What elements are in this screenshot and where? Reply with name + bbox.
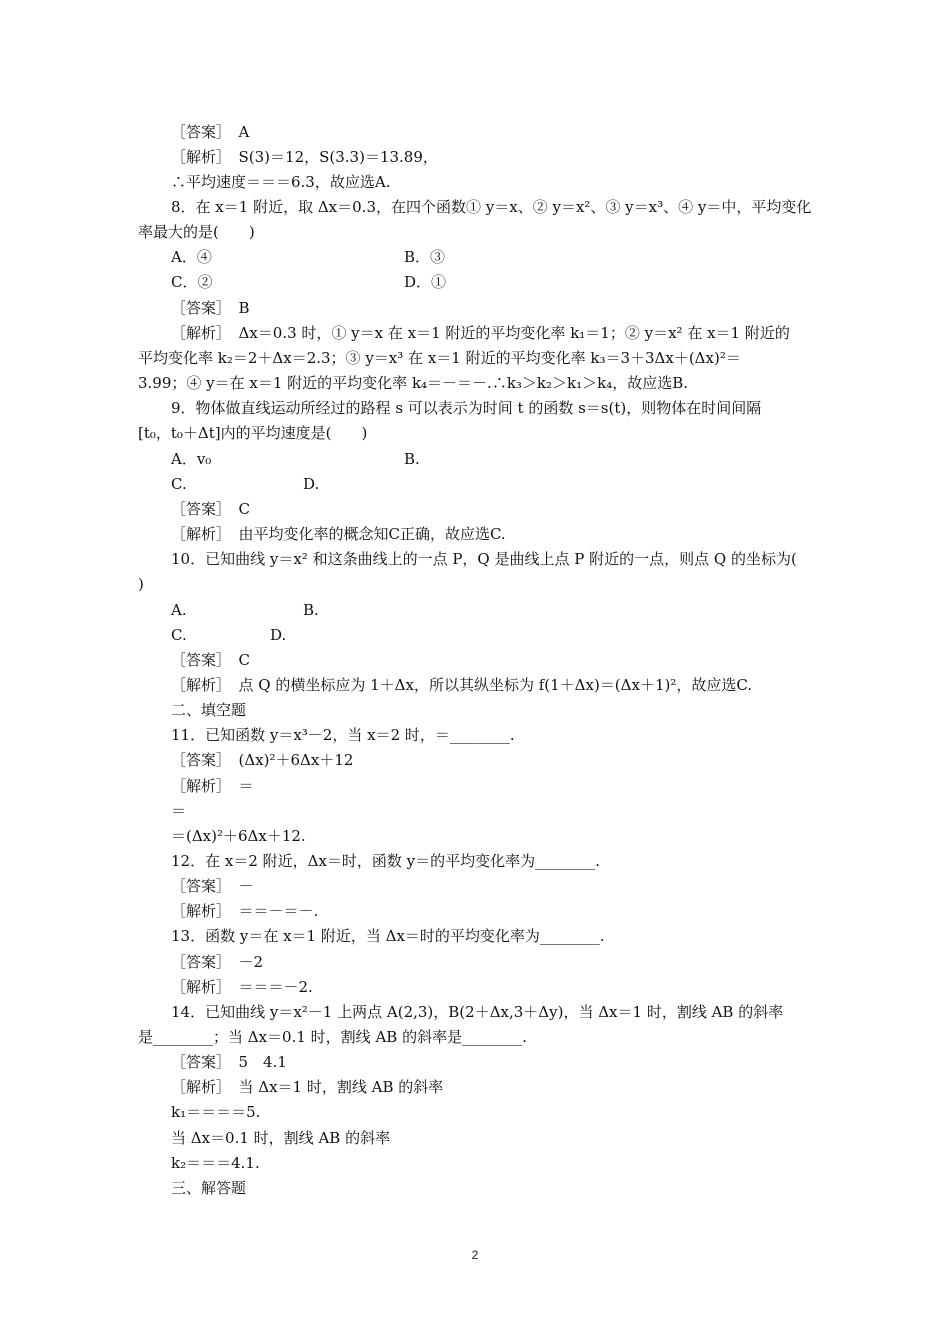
line-text: ［答案］ － (171, 877, 254, 895)
text-line (0, 1025, 950, 1050)
line-text: 11．已知函数 y＝x³－2，当 x＝2 时，＝________. (171, 726, 515, 744)
line-text: ［答案］ C (171, 651, 250, 669)
line-text: 二、填空题 (171, 701, 247, 719)
question-line (0, 924, 950, 949)
line-text: ［解析］ 点 Q 的横坐标应为 1＋Δx，所以其纵坐标为 f(1＋Δx)＝(Δx＋1)²，故应选C. (171, 676, 753, 694)
page-number: 2 (471, 1248, 479, 1262)
line-text: 10．已知曲线 y＝x² 和这条曲线上的一点 P，Q 是曲线上点 P 附近的一点，则点 Q 的坐标为( (171, 550, 797, 568)
line-text: 率最大的是( ) (138, 223, 255, 241)
text-line (0, 748, 950, 773)
line-text: ［解析］ 当 Δx＝1 时，割线 AB 的斜率 (171, 1078, 444, 1096)
line-text: ［答案］ －2 (171, 953, 264, 971)
option-row (0, 623, 950, 648)
line-text: ［解析］ ＝＝＝－2. (171, 978, 313, 996)
text-line (0, 321, 950, 346)
line-text: 是________；当 Δx＝0.1 时，割线 AB 的斜率是________. (138, 1028, 527, 1046)
text-line (0, 975, 950, 1000)
text-line (0, 673, 950, 698)
section-heading (0, 698, 950, 723)
line-text: ［解析］ 由平均变化率的概念知C正确，故应选C. (171, 525, 506, 543)
text-line (0, 421, 950, 446)
option-row (0, 245, 950, 270)
option-b: B．③ (404, 248, 446, 266)
text-line (0, 1100, 950, 1125)
text-line (0, 799, 950, 824)
option-a: A．v₀ (171, 450, 212, 468)
line-text: 12．在 x＝2 附近，Δx＝时，函数 y＝的平均变化率为________. (171, 852, 600, 870)
line-text: ［答案］ C (171, 500, 250, 518)
text-line (0, 824, 950, 849)
line-text: ［解析］ ＝＝－＝－. (171, 902, 319, 920)
line-text: ［答案］ A (171, 123, 250, 141)
question-line (0, 396, 950, 421)
option-d: D. (270, 626, 287, 644)
option-row (0, 270, 950, 295)
question-line (0, 849, 950, 874)
option-a: A. (171, 601, 187, 619)
question-line (0, 1000, 950, 1025)
line-text: 三、解答题 (171, 1179, 247, 1197)
option-row (0, 447, 950, 472)
text-line (0, 346, 950, 371)
line-text: k₂＝＝＝4.1. (171, 1154, 260, 1172)
line-text: ＝(Δx)²＋6Δx＋12. (171, 827, 306, 845)
line-text: ［答案］ B (171, 299, 250, 317)
line-text: ＝ (171, 802, 187, 820)
line-text: k₁＝＝＝＝5. (171, 1103, 261, 1121)
text-line (0, 1075, 950, 1100)
text-line (0, 220, 950, 245)
text-line (0, 522, 950, 547)
option-b: B. (303, 601, 319, 619)
line-text: 当 Δx＝0.1 时，割线 AB 的斜率 (171, 1129, 391, 1147)
line-text: 平均变化率 k₂＝2＋Δx＝2.3；③ y＝x³ 在 x＝1 附近的平均变化率 k₃＝3＋3Δx＋(Δx)²＝ (138, 349, 741, 367)
section-heading (0, 1176, 950, 1201)
line-text: ∴平均速度＝＝＝6.3，故应选A. (171, 173, 391, 191)
line-text: ) (138, 575, 144, 593)
text-line (0, 296, 950, 321)
text-line (0, 774, 950, 799)
line-text: ［解析］ ＝ (171, 777, 254, 795)
line-text: 13．函数 y＝在 x＝1 附近，当 Δx＝时的平均变化率为________. (171, 927, 605, 945)
question-line (0, 547, 950, 572)
question-line (0, 195, 950, 220)
text-line (0, 145, 950, 170)
text-line (0, 572, 950, 597)
line-text: ［答案］ 5 4.1 (171, 1053, 287, 1071)
option-d: D. (303, 475, 320, 493)
text-line (0, 899, 950, 924)
option-b: B. (404, 450, 420, 468)
text-line (0, 371, 950, 396)
line-text: [t₀，t₀＋Δt]内的平均速度是( ) (138, 424, 368, 442)
line-text: ［答案］ (Δx)²＋6Δx＋12 (171, 751, 354, 769)
text-line (0, 120, 950, 145)
text-line (0, 497, 950, 522)
line-text: 8．在 x＝1 附近，取 Δx＝0.3，在四个函数① y＝x、② y＝x²、③ y＝x³、④ y＝中，平均变化 (171, 198, 812, 216)
option-row (0, 472, 950, 497)
line-text: ［解析］ S(3)＝12，S(3.3)＝13.89， (171, 148, 438, 166)
line-text: 14．已知曲线 y＝x²－1 上两点 A(2,3)，B(2＋Δx,3＋Δy)，当 Δx＝1 时，割线 AB 的斜率 (171, 1003, 784, 1021)
text-line (0, 648, 950, 673)
text-line (0, 950, 950, 975)
text-line (0, 1126, 950, 1151)
line-text: 3.99；④ y＝在 x＝1 附近的平均变化率 k₄＝－＝－.∴k₃＞k₂＞k₁＞k₄，故应选B. (138, 374, 689, 392)
line-text: ［解析］ Δx＝0.3 时，① y＝x 在 x＝1 附近的平均变化率 k₁＝1；② y＝x² 在 x＝1 附近的 (171, 324, 790, 342)
option-d: D．① (404, 273, 447, 291)
option-row (0, 598, 950, 623)
option-a: A．④ (171, 248, 212, 266)
option-c: C．② (171, 273, 213, 291)
text-line (0, 1151, 950, 1176)
option-c: C. (171, 475, 187, 493)
option-c: C. (171, 626, 187, 644)
text-line (0, 170, 950, 195)
line-text: 9．物体做直线运动所经过的路程 s 可以表示为时间 t 的函数 s＝s(t)，则物体在时间间隔 (171, 399, 762, 417)
text-line (0, 874, 950, 899)
text-line (0, 1050, 950, 1075)
question-line (0, 723, 950, 748)
